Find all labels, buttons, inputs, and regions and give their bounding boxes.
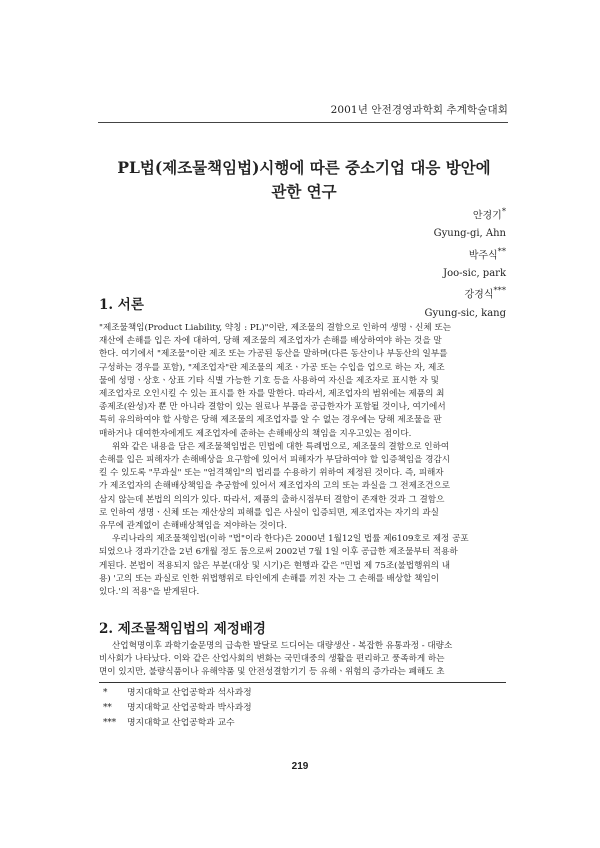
section-2-body [99,640,506,680]
section-1-body [99,322,506,599]
footnote-divider [99,682,506,683]
section-1-heading: 1. 서론 [99,297,144,313]
author-1-english: Gyung-gi, Ahn [433,228,506,240]
footnote-1: * 명지대학교 산업공학과 석사과정 [103,688,252,698]
body-line: 용) '고의 또는 과실로 인한 위법행위로 타인에게 손해를 끼친 자는 그 손해를 배상할 책임이 [99,573,440,584]
section-2-heading: 2. 제조물책임법의 제정배경 [99,621,266,637]
body-line: 물에 성명ㆍ상호ㆍ상표 기타 식별 가능한 기호 등을 사용하여 자신을 제조자로 표시한 자 및 [99,375,439,386]
body-line: 게된다. 본법이 적용되지 않은 부분(대상 및 시기)은 현행과 같은 "민법 제 75조(불법행위의 내 [99,560,451,571]
body-line: 산업혁명이후 과학기술문명의 급속한 발달로 드디어는 대량생산 - 복잡한 유통과정 - 대량소 [112,641,453,651]
body-line: 비사회가 나타났다. 이와 같은 산업사회의 변화는 국민대중의 생활을 편리하고 풍족하게 하는 [99,654,445,665]
body-line: 로 인하여 생명ㆍ신체 또는 재산상의 피해를 입은 사실이 입증되면, 제조업자는 자기의 과실 [99,507,439,518]
running-header: 2001년 안전경영과학회 추계학술대회 [330,104,508,116]
body-line: 삼지 않는데 본법의 의의가 있다. 따라서, 제품의 출하시점부터 결함이 존재한 것과 그 결함으 [99,494,445,505]
body-line: 킬 수 있도록 "무과실" 또는 "엄격책임"의 법리를 수용하기 위하여 제정된 것이다. 즉, 피해자 [99,468,444,479]
paper-title-line-2: 관한 연구 [271,182,337,201]
body-line: 손해를 입은 피해자가 손해배상을 요구함에 있어서 피해자가 부담하여야 할 입증책임을 경감시 [99,455,451,466]
author-2-korean: 박주식** [468,245,506,262]
body-line: 가 제조업자의 손해배상책임을 추궁함에 있어서 제조업자의 고의 또는 과실을 그 전제조건으로 [99,481,451,492]
body-line: 매하거나 대여한자에게도 제조업자에 준하는 손해배상의 책임을 지우고있는 점이다. [99,428,412,439]
author-list [425,203,506,322]
author-3-english: Gyung-sic, kang [424,307,506,319]
body-line: 있다.'의 적용"을 받게된다. [99,587,200,598]
footnote-2: ** 명지대학교 산업공학과 박사과정 [103,703,252,713]
body-line: 우리나라의 제조물책임법(이하 "법"이라 한다)은 2000년 1월12일 법률 제6109호로 제정 공포 [112,534,469,545]
author-2-english: Joo-sic, park [443,267,506,279]
body-line: 한다. 여기에서 "제조물"이란 제조 또는 가공된 동산을 말하며(다른 동산이나 부동산의 일부를 [99,349,448,360]
body-line: 종제조(완성)자 뿐 만 아니라 결함이 있는 원료나 부품을 공급한자가 포함될 것이나, 여기에서 [99,402,446,413]
paper-title-line-1: PL법(제조물책임법)시행에 따른 중소기업 대응 방안에 [117,158,491,177]
body-line: 유무에 관계없이 손해배상책임을 져야하는 것이다. [99,521,287,532]
author-1-korean: 안경기* [472,206,506,222]
footnote-3: *** 명지대학교 산업공학과 교수 [103,718,235,728]
body-line: 구성하는 경우를 포함), "제조업자"란 제조물의 제조ㆍ가공 또는 수입을 업으로 하는 자, 제조 [99,362,445,373]
body-line: 되었으나 경과기간을 2년 6개월 정도 둠으로써 2002년 7월 1일 이후 공급한 제조물부터 적용하 [99,547,458,558]
body-line: 재산에 손해를 입은 자에 대하여, 당해 제조물의 제조업자가 손해를 배상하여야 하는 것을 말 [99,336,442,347]
body-line: 면이 있지만, 불량식품이나 유해약품 및 안전성결함기기 등 유해ㆍ위험의 증가라는 폐해도 초 [99,667,445,678]
body-line: "제조물책임(Product Liability, 약칭 : PL)"이란, 제조물의 결함으로 인하여 생명ㆍ신체 또는 [99,323,452,333]
author-3-korean: 강경식*** [464,285,506,301]
body-line: 위와 같은 내용을 담은 제조물책임법은 민법에 대한 특례법으로, 제조물의 결함으로 인하여 [112,441,450,452]
page-number: 219 [291,761,309,772]
body-line: 특히 유의하여야 할 사항은 당해 제조물의 제조업자를 알 수 없는 경우에는 당해 제조물을 판 [99,415,442,426]
header-divider [98,122,508,123]
body-line: 제조업자로 오인시킬 수 있는 표시를 한 자를 말한다. 따라서, 제조업자의 범위에는 제품의 최 [99,389,445,400]
